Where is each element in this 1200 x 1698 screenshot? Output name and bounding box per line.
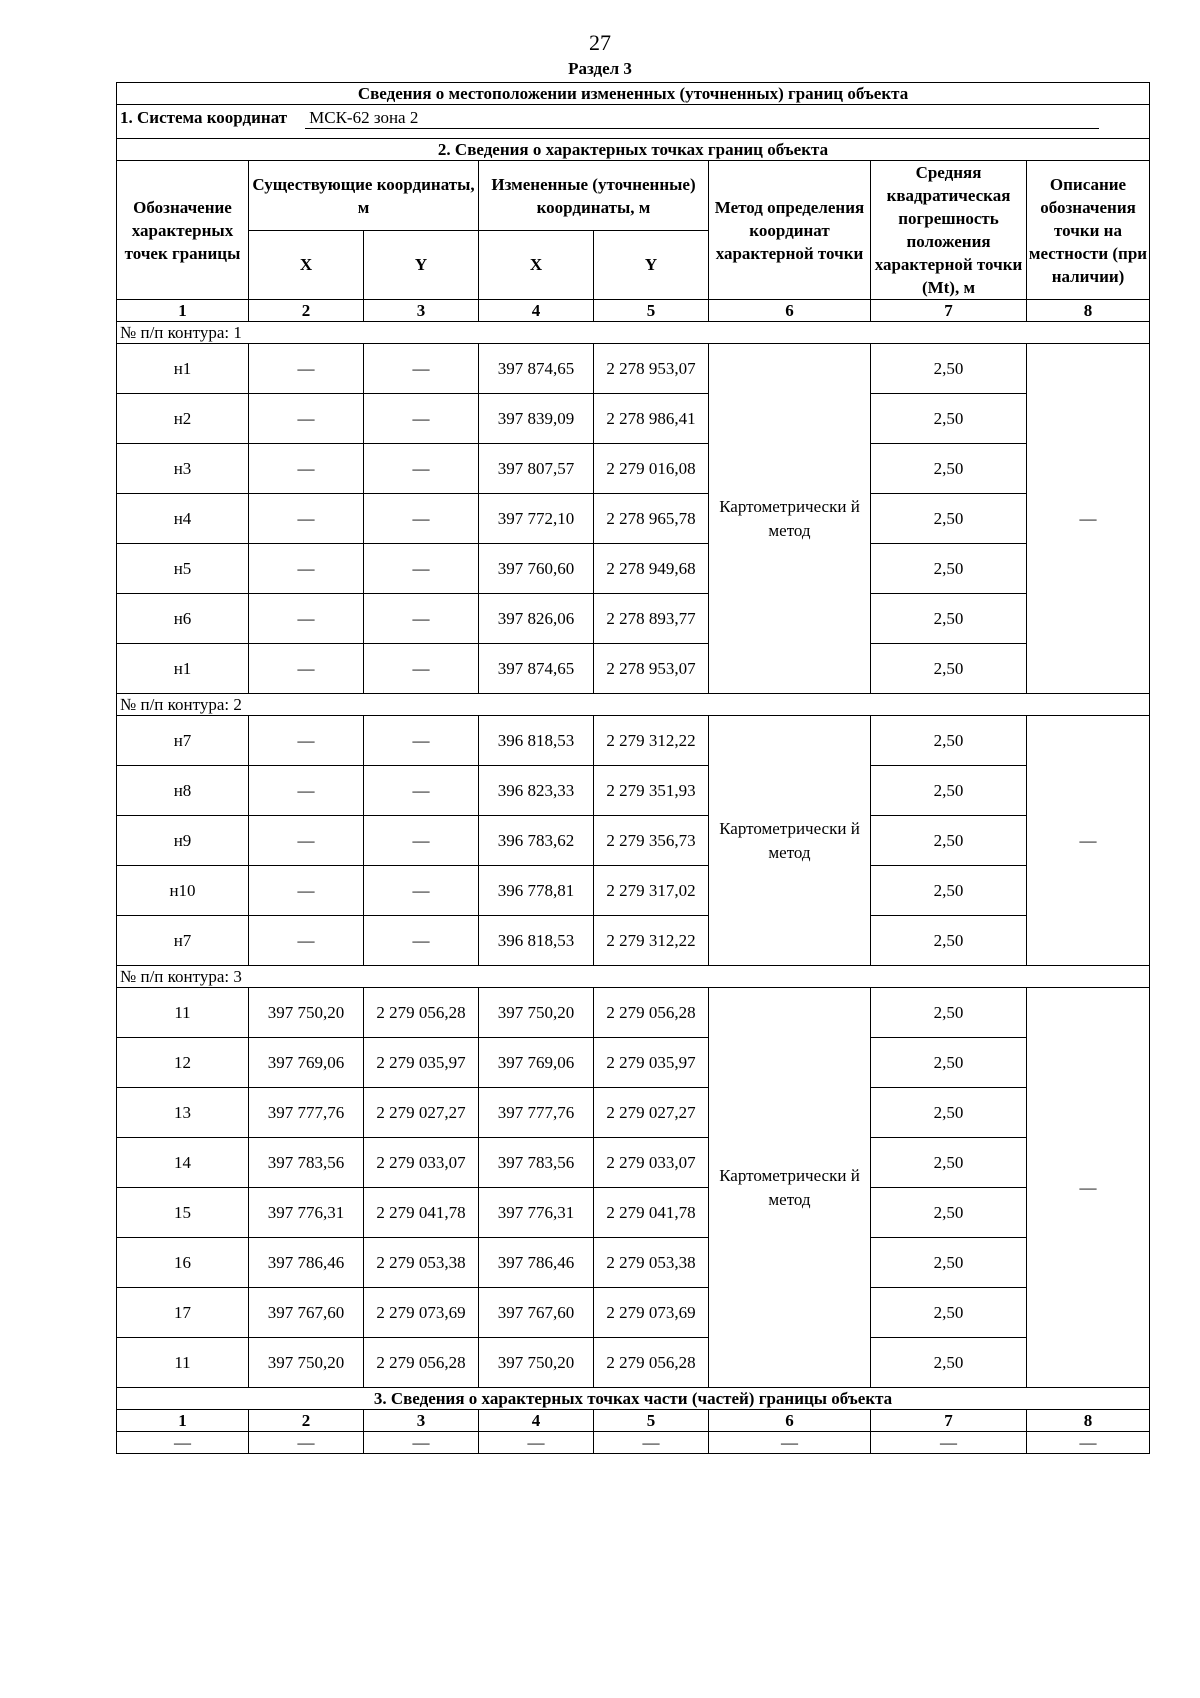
table-row xyxy=(117,1338,1150,1388)
error-cell: 2,50 xyxy=(871,594,1027,644)
contour-label-row xyxy=(117,322,1150,344)
point-designation: н7 xyxy=(117,716,249,766)
existing-y-cell: 2 279 053,38 xyxy=(364,1238,479,1288)
column-number: 4 xyxy=(479,300,594,322)
point-designation: н1 xyxy=(117,344,249,394)
column-number: 6 xyxy=(709,1410,871,1432)
existing-x-cell: — xyxy=(249,716,364,766)
changed-y-cell: 2 279 053,38 xyxy=(594,1238,709,1288)
column-numbers-row xyxy=(117,300,1150,322)
coord-system-row xyxy=(117,105,1150,139)
error-cell: 2,50 xyxy=(871,644,1027,694)
column-number: 5 xyxy=(594,1410,709,1432)
existing-y-cell: — xyxy=(364,344,479,394)
error-cell: 2,50 xyxy=(871,544,1027,594)
changed-x-cell: 397 807,57 xyxy=(479,444,594,494)
table-row xyxy=(117,394,1150,444)
existing-x-cell: — xyxy=(249,494,364,544)
changed-y-cell: 2 279 027,27 xyxy=(594,1088,709,1138)
column-number: 1 xyxy=(117,300,249,322)
changed-x-cell: 396 783,62 xyxy=(479,816,594,866)
table-row xyxy=(117,1432,1150,1454)
changed-y-cell: 2 279 016,08 xyxy=(594,444,709,494)
changed-y-cell: 2 278 953,07 xyxy=(594,644,709,694)
table-title: Сведения о местоположении измененных (уточненных) границ объекта xyxy=(117,83,1150,105)
existing-y-cell: — xyxy=(364,394,479,444)
changed-y-cell: 2 279 312,22 xyxy=(594,916,709,966)
changed-x-cell: 397 783,56 xyxy=(479,1138,594,1188)
contour-label: № п/п контура: 3 xyxy=(117,966,1150,988)
existing-x-cell: 397 783,56 xyxy=(249,1138,364,1188)
contour-label-row xyxy=(117,966,1150,988)
changed-x-cell: 397 786,46 xyxy=(479,1238,594,1288)
column-number: 2 xyxy=(249,300,364,322)
existing-y-cell: 2 279 035,97 xyxy=(364,1038,479,1088)
point-designation: н3 xyxy=(117,444,249,494)
column-number: 8 xyxy=(1027,300,1150,322)
point-designation: н6 xyxy=(117,594,249,644)
method-cell: Картометрически й метод xyxy=(709,344,871,694)
point-designation: 16 xyxy=(117,1238,249,1288)
changed-x-cell: 397 776,31 xyxy=(479,1188,594,1238)
table-row xyxy=(117,544,1150,594)
existing-x-cell: — xyxy=(249,916,364,966)
table-row xyxy=(117,1038,1150,1088)
point-designation: н1 xyxy=(117,644,249,694)
changed-y-cell: 2 279 351,93 xyxy=(594,766,709,816)
method-cell: Картометрически й метод xyxy=(709,988,871,1388)
header-changed-coords: Измененные (уточненные) координаты, м xyxy=(479,161,709,231)
table-row xyxy=(117,988,1150,1038)
contour-label: № п/п контура: 1 xyxy=(117,322,1150,344)
existing-y-cell: 2 279 027,27 xyxy=(364,1088,479,1138)
changed-x-cell: 397 750,20 xyxy=(479,1338,594,1388)
error-cell: 2,50 xyxy=(871,1188,1027,1238)
header-changed-y: Y xyxy=(594,231,709,300)
existing-x-cell: — xyxy=(249,344,364,394)
existing-x-cell: 397 750,20 xyxy=(249,988,364,1038)
existing-x-cell: — xyxy=(249,644,364,694)
changed-y-cell: 2 278 965,78 xyxy=(594,494,709,544)
changed-x-cell: 397 777,76 xyxy=(479,1088,594,1138)
existing-y-cell: — xyxy=(364,494,479,544)
part-cell: — xyxy=(709,1432,871,1454)
point-designation: н7 xyxy=(117,916,249,966)
existing-y-cell: — xyxy=(364,916,479,966)
part-cell: — xyxy=(479,1432,594,1454)
table-row xyxy=(117,594,1150,644)
section-label: Раздел 3 xyxy=(568,59,632,78)
changed-y-cell: 2 278 949,68 xyxy=(594,544,709,594)
changed-x-cell: 396 818,53 xyxy=(479,916,594,966)
changed-y-cell: 2 279 317,02 xyxy=(594,866,709,916)
changed-y-cell: 2 278 893,77 xyxy=(594,594,709,644)
changed-y-cell: 2 279 073,69 xyxy=(594,1288,709,1338)
error-cell: 2,50 xyxy=(871,816,1027,866)
point-designation: 11 xyxy=(117,1338,249,1388)
part-cell: — xyxy=(594,1432,709,1454)
changed-x-cell: 396 818,53 xyxy=(479,716,594,766)
table-row xyxy=(117,644,1150,694)
existing-x-cell: — xyxy=(249,394,364,444)
existing-y-cell: 2 279 041,78 xyxy=(364,1188,479,1238)
column-number: 7 xyxy=(871,300,1027,322)
point-designation: н10 xyxy=(117,866,249,916)
error-cell: 2,50 xyxy=(871,1338,1027,1388)
table-row xyxy=(117,1188,1150,1238)
contour-label-row xyxy=(117,694,1150,716)
point-designation: 12 xyxy=(117,1038,249,1088)
changed-y-cell: 2 279 035,97 xyxy=(594,1038,709,1088)
point-designation: н5 xyxy=(117,544,249,594)
error-cell: 2,50 xyxy=(871,988,1027,1038)
existing-x-cell: 397 750,20 xyxy=(249,1338,364,1388)
existing-x-cell: — xyxy=(249,594,364,644)
table-row xyxy=(117,1238,1150,1288)
column-number: 5 xyxy=(594,300,709,322)
table-row xyxy=(117,494,1150,544)
header-error: Средняя квадратическая погрешность положения характерной точки (Mt), м xyxy=(871,161,1027,300)
part-cell: — xyxy=(1027,1432,1150,1454)
header-designation: Обозначение характерных точек границы xyxy=(117,161,249,300)
column-numbers-row xyxy=(117,1410,1150,1432)
part-cell: — xyxy=(249,1432,364,1454)
changed-x-cell: 396 823,33 xyxy=(479,766,594,816)
part-cell: — xyxy=(364,1432,479,1454)
existing-x-cell: — xyxy=(249,866,364,916)
table-row xyxy=(117,716,1150,766)
existing-y-cell: — xyxy=(364,766,479,816)
changed-x-cell: 397 839,09 xyxy=(479,394,594,444)
header-method: Метод определения координат характерной точки xyxy=(709,161,871,300)
existing-y-cell: — xyxy=(364,444,479,494)
point-designation: 13 xyxy=(117,1088,249,1138)
point-designation: н2 xyxy=(117,394,249,444)
error-cell: 2,50 xyxy=(871,1138,1027,1188)
existing-x-cell: — xyxy=(249,544,364,594)
column-number: 8 xyxy=(1027,1410,1150,1432)
existing-y-cell: 2 279 073,69 xyxy=(364,1288,479,1338)
column-number: 4 xyxy=(479,1410,594,1432)
table-row xyxy=(117,766,1150,816)
method-cell: Картометрически й метод xyxy=(709,716,871,966)
existing-x-cell: 397 776,31 xyxy=(249,1188,364,1238)
existing-y-cell: — xyxy=(364,866,479,916)
changed-y-cell: 2 278 953,07 xyxy=(594,344,709,394)
page-number: 27 xyxy=(589,30,611,55)
error-cell: 2,50 xyxy=(871,1238,1027,1288)
error-cell: 2,50 xyxy=(871,716,1027,766)
existing-x-cell: 397 777,76 xyxy=(249,1088,364,1138)
error-cell: 2,50 xyxy=(871,916,1027,966)
existing-y-cell: — xyxy=(364,816,479,866)
column-number: 7 xyxy=(871,1410,1027,1432)
header-existing-x: X xyxy=(249,231,364,300)
existing-y-cell: — xyxy=(364,594,479,644)
point-designation: 17 xyxy=(117,1288,249,1338)
description-cell: — xyxy=(1027,344,1150,694)
column-number: 6 xyxy=(709,300,871,322)
subsection-3-title: 3. Сведения о характерных точках части (частей) границы объекта xyxy=(117,1388,1150,1410)
table-row xyxy=(117,1288,1150,1338)
existing-x-cell: — xyxy=(249,816,364,866)
header-description: Описание обозначения точки на местности (при наличии) xyxy=(1027,161,1150,300)
existing-x-cell: 397 769,06 xyxy=(249,1038,364,1088)
coord-system-value: МСК-62 зона 2 xyxy=(305,108,1099,129)
column-number: 3 xyxy=(364,1410,479,1432)
column-number: 3 xyxy=(364,300,479,322)
part-cell: — xyxy=(871,1432,1027,1454)
table-row xyxy=(117,816,1150,866)
header-changed-x: X xyxy=(479,231,594,300)
changed-y-cell: 2 279 356,73 xyxy=(594,816,709,866)
table-row xyxy=(117,1138,1150,1188)
existing-y-cell: — xyxy=(364,644,479,694)
changed-y-cell: 2 279 056,28 xyxy=(594,1338,709,1388)
existing-x-cell: — xyxy=(249,444,364,494)
table-row xyxy=(117,344,1150,394)
changed-x-cell: 397 826,06 xyxy=(479,594,594,644)
subsection-2-title: 2. Сведения о характерных точках границ объекта xyxy=(117,139,1150,161)
changed-y-cell: 2 278 986,41 xyxy=(594,394,709,444)
error-cell: 2,50 xyxy=(871,1038,1027,1088)
existing-x-cell: 397 767,60 xyxy=(249,1288,364,1338)
changed-y-cell: 2 279 312,22 xyxy=(594,716,709,766)
description-cell: — xyxy=(1027,988,1150,1388)
error-cell: 2,50 xyxy=(871,444,1027,494)
error-cell: 2,50 xyxy=(871,344,1027,394)
point-designation: 11 xyxy=(117,988,249,1038)
point-designation: 14 xyxy=(117,1138,249,1188)
error-cell: 2,50 xyxy=(871,494,1027,544)
error-cell: 2,50 xyxy=(871,394,1027,444)
header-existing-y: Y xyxy=(364,231,479,300)
existing-y-cell: 2 279 056,28 xyxy=(364,1338,479,1388)
existing-y-cell: — xyxy=(364,544,479,594)
table-row xyxy=(117,866,1150,916)
error-cell: 2,50 xyxy=(871,1288,1027,1338)
error-cell: 2,50 xyxy=(871,1088,1027,1138)
changed-x-cell: 397 750,20 xyxy=(479,988,594,1038)
point-designation: 15 xyxy=(117,1188,249,1238)
error-cell: 2,50 xyxy=(871,866,1027,916)
point-designation: н9 xyxy=(117,816,249,866)
changed-x-cell: 397 874,65 xyxy=(479,644,594,694)
boundary-table xyxy=(116,82,1150,1454)
column-number: 1 xyxy=(117,1410,249,1432)
existing-x-cell: — xyxy=(249,766,364,816)
table-row xyxy=(117,1088,1150,1138)
contour-label: № п/п контура: 2 xyxy=(117,694,1150,716)
existing-y-cell: — xyxy=(364,716,479,766)
changed-y-cell: 2 279 056,28 xyxy=(594,988,709,1038)
changed-x-cell: 397 772,10 xyxy=(479,494,594,544)
existing-y-cell: 2 279 033,07 xyxy=(364,1138,479,1188)
header-existing-coords: Существующие координаты, м xyxy=(249,161,479,231)
existing-x-cell: 397 786,46 xyxy=(249,1238,364,1288)
table-row xyxy=(117,444,1150,494)
description-cell: — xyxy=(1027,716,1150,966)
changed-x-cell: 397 874,65 xyxy=(479,344,594,394)
changed-x-cell: 397 769,06 xyxy=(479,1038,594,1088)
existing-y-cell: 2 279 056,28 xyxy=(364,988,479,1038)
coord-system-label: 1. Система координат xyxy=(120,108,288,127)
table-row xyxy=(117,916,1150,966)
changed-y-cell: 2 279 041,78 xyxy=(594,1188,709,1238)
error-cell: 2,50 xyxy=(871,766,1027,816)
changed-y-cell: 2 279 033,07 xyxy=(594,1138,709,1188)
column-number: 2 xyxy=(249,1410,364,1432)
point-designation: н4 xyxy=(117,494,249,544)
changed-x-cell: 397 767,60 xyxy=(479,1288,594,1338)
changed-x-cell: 396 778,81 xyxy=(479,866,594,916)
point-designation: н8 xyxy=(117,766,249,816)
part-cell: — xyxy=(117,1432,249,1454)
changed-x-cell: 397 760,60 xyxy=(479,544,594,594)
